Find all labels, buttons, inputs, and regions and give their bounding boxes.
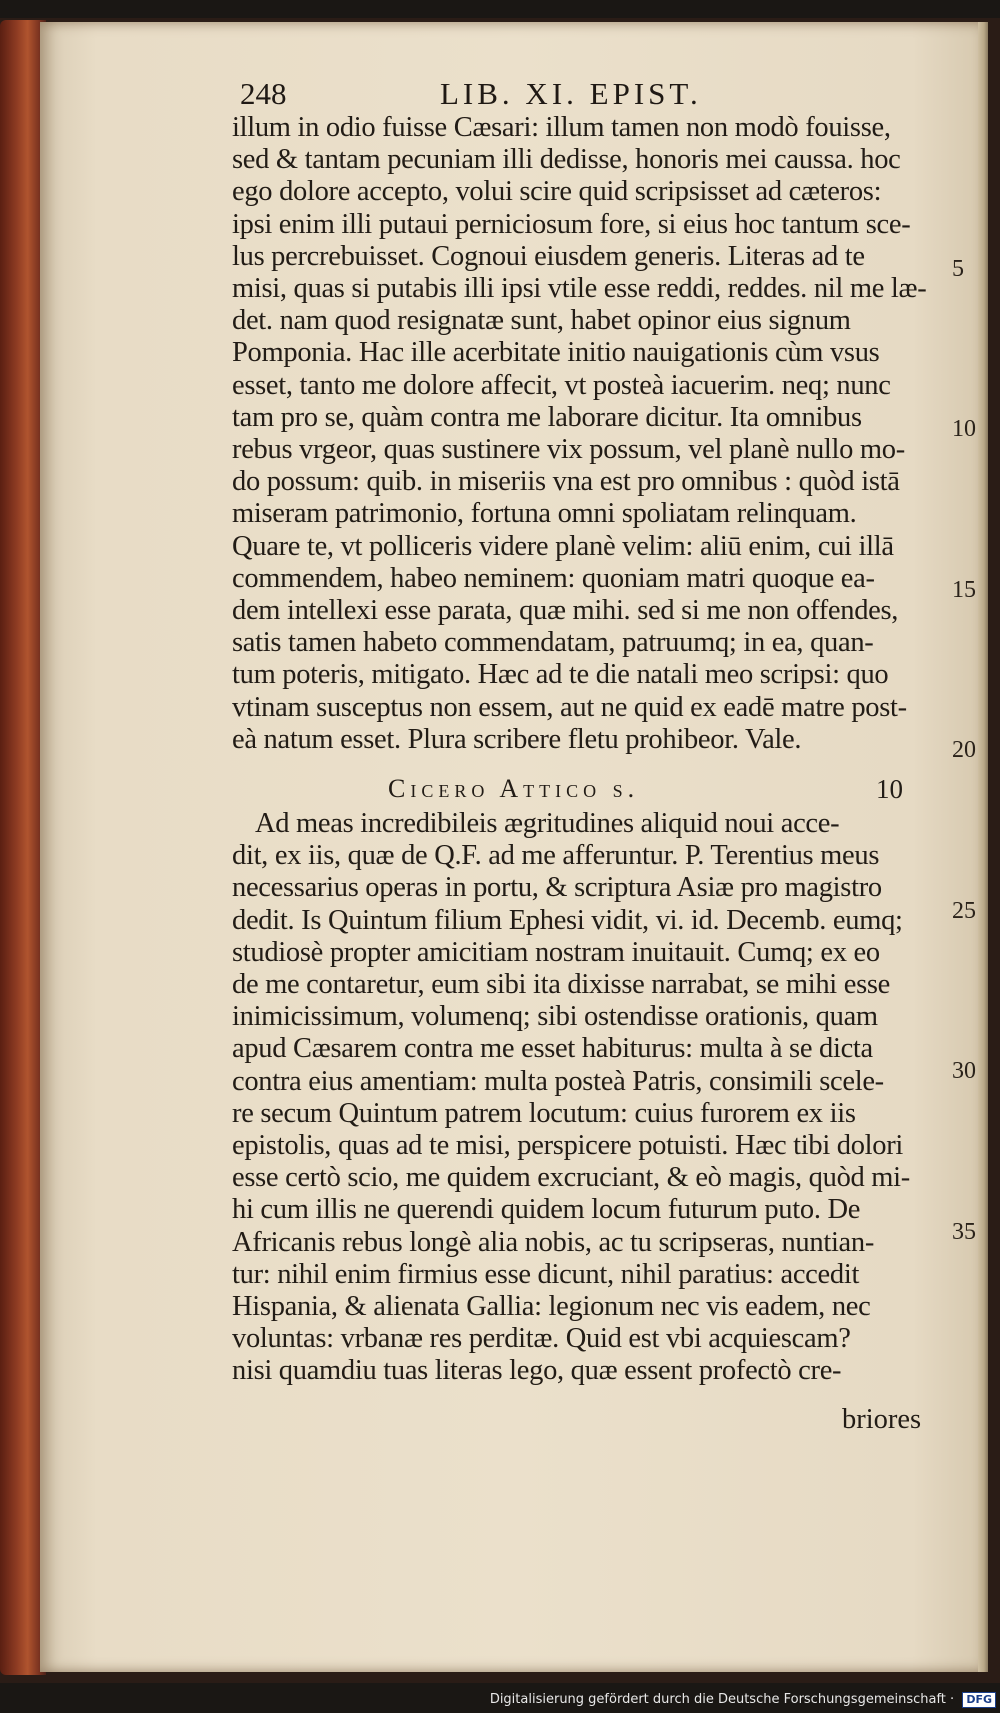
text-line: eà natum esset. Plura scribere fletu prohibeor. Vale. xyxy=(232,723,802,755)
text-line: studiosè propter amicitiam nostram inuitauit. Cumq; ex eo xyxy=(232,936,880,968)
margin-line-number: 10 xyxy=(952,416,976,442)
margin-line-number: 25 xyxy=(952,898,976,924)
text-line: re secum Quintum patrem locutum: cuius furorem ex iis xyxy=(232,1097,856,1129)
text-line: Pomponia. Hac ille acerbitate initio nauigationis cùm vsus xyxy=(232,337,880,369)
text-line: illum in odio fuisse Cæsari: illum tamen non modò fouisse, xyxy=(232,112,891,143)
text-line: nisi quamdiu tuas literas lego, quæ essent profectò cre- xyxy=(232,1355,842,1387)
text-line: dem intellexi esse parata, quæ mihi. sed si me non offendes, xyxy=(232,595,899,626)
text-line: hi cum illis ne querendi quidem locum futurum puto. De xyxy=(232,1194,861,1226)
text-line: epistolis, quas ad te misi, perspicere potuisti. Hæc tibi dolori xyxy=(232,1130,904,1161)
letter-heading: Cicero Attico s. xyxy=(388,774,640,803)
text-line: misi, quas si putabis illi ipsi vtile esse reddi, reddes. nil me læ- xyxy=(232,273,927,304)
text-line: do possum: quib. in miseriis vna est pro omnibus : quòd istā xyxy=(232,466,900,498)
text-line: sed & tantam pecuniam illi dedisse, honoris mei caussa. hoc xyxy=(232,144,901,176)
text-line: dit, ex iis, quæ de Q.F. ad me afferuntur. P. Terentius meus xyxy=(232,840,880,872)
text-line: necessarius operas in portu, & scriptura Asiæ pro magistro xyxy=(232,872,882,904)
text-line: Hispania, & alienata Gallia: legionum nec vis eadem, nec xyxy=(232,1291,871,1322)
margin-line-number: 20 xyxy=(952,737,976,763)
running-head: LIB. XI. EPIST. xyxy=(440,76,702,111)
page-number: 248 xyxy=(240,76,287,111)
text-line: satis tamen habeto commendatam, patruumq; in ea, quan- xyxy=(232,627,874,659)
text-line: tam pro se, quàm contra me laborare dicitur. Ita omnibus xyxy=(232,401,862,433)
text-line: esse certò scio, me quidem excruciant, & eò magis, quòd mi- xyxy=(232,1162,910,1194)
text-line: vtinam susceptus non essem, aut ne quid ex eadē matre post- xyxy=(232,691,907,723)
text-line: esset, tanto me dolore affecit, vt posteà iacuerim. neq; nunc xyxy=(232,369,891,401)
text-line: voluntas: vrbanæ res perditæ. Quid est vbi acquiescam? xyxy=(232,1323,851,1355)
page-edge xyxy=(978,22,988,1672)
text-line: tum poteris, mitigato. Hæc ad te die natali meo scripsi: quo xyxy=(232,659,889,691)
digitization-footer xyxy=(0,1690,996,1710)
text-line: Africanis rebus longè alia nobis, ac tu scripseras, nuntian- xyxy=(232,1226,875,1258)
text-line: ego dolore accepto, volui scire quid scripsisset ad cæteros: xyxy=(232,176,882,208)
dfg-logo: DFG xyxy=(962,1692,996,1708)
text-line: lus percrebuisset. Cognoui eiusdem generis. Literas ad te xyxy=(232,240,865,272)
text-line: de me contaretur, eum sibi ita dixisse narrabat, se mihi esse xyxy=(232,969,891,1000)
text-line: inimicissimum, volumenq; sibi ostendisse orationis, quam xyxy=(232,1001,878,1033)
margin-line-number: 5 xyxy=(952,256,964,282)
text-line: rebus vrgeor, quas sustinere vix possum, vel planè nullo mo- xyxy=(232,434,905,465)
letter-number: 10 xyxy=(876,774,903,804)
margin-line-number: 30 xyxy=(952,1058,976,1084)
text-line: Ad meas incredibileis ægritudines aliquid noui acce- xyxy=(255,808,840,839)
footer-text: Digitalisierung gefördert durch die Deutsche Forschungsgemeinschaft · xyxy=(489,1692,955,1707)
text-line: ipsi enim illi putaui perniciosum fore, si eius hoc tantum sce- xyxy=(232,208,911,240)
text-line: tur: nihil enim firmius esse dicunt, nihil paratius: accedit xyxy=(232,1258,860,1290)
text-line: miseram patrimonio, fortuna omni spoliatam relinquam. xyxy=(232,498,857,530)
catchword: briores xyxy=(842,1404,922,1435)
text-line: apud Cæsarem contra me esset habiturus: multa à se dicta xyxy=(232,1033,873,1065)
text-line: det. nam quod resignatæ sunt, habet opinor eius signum xyxy=(232,305,851,337)
margin-line-number: 35 xyxy=(952,1219,976,1245)
text-line: Quare te, vt polliceris videre planè velim: aliū enim, cui illā xyxy=(232,530,894,562)
text-line: dedit. Is Quintum filium Ephesi vidit, vi. id. Decemb. eumq; xyxy=(232,904,903,936)
margin-line-number: 15 xyxy=(952,577,976,603)
text-line: commendem, habeo neminem: quoniam matri quoque ea- xyxy=(232,562,875,594)
text-line: contra eius amentiam: multa posteà Patris, consimili scele- xyxy=(232,1065,884,1097)
